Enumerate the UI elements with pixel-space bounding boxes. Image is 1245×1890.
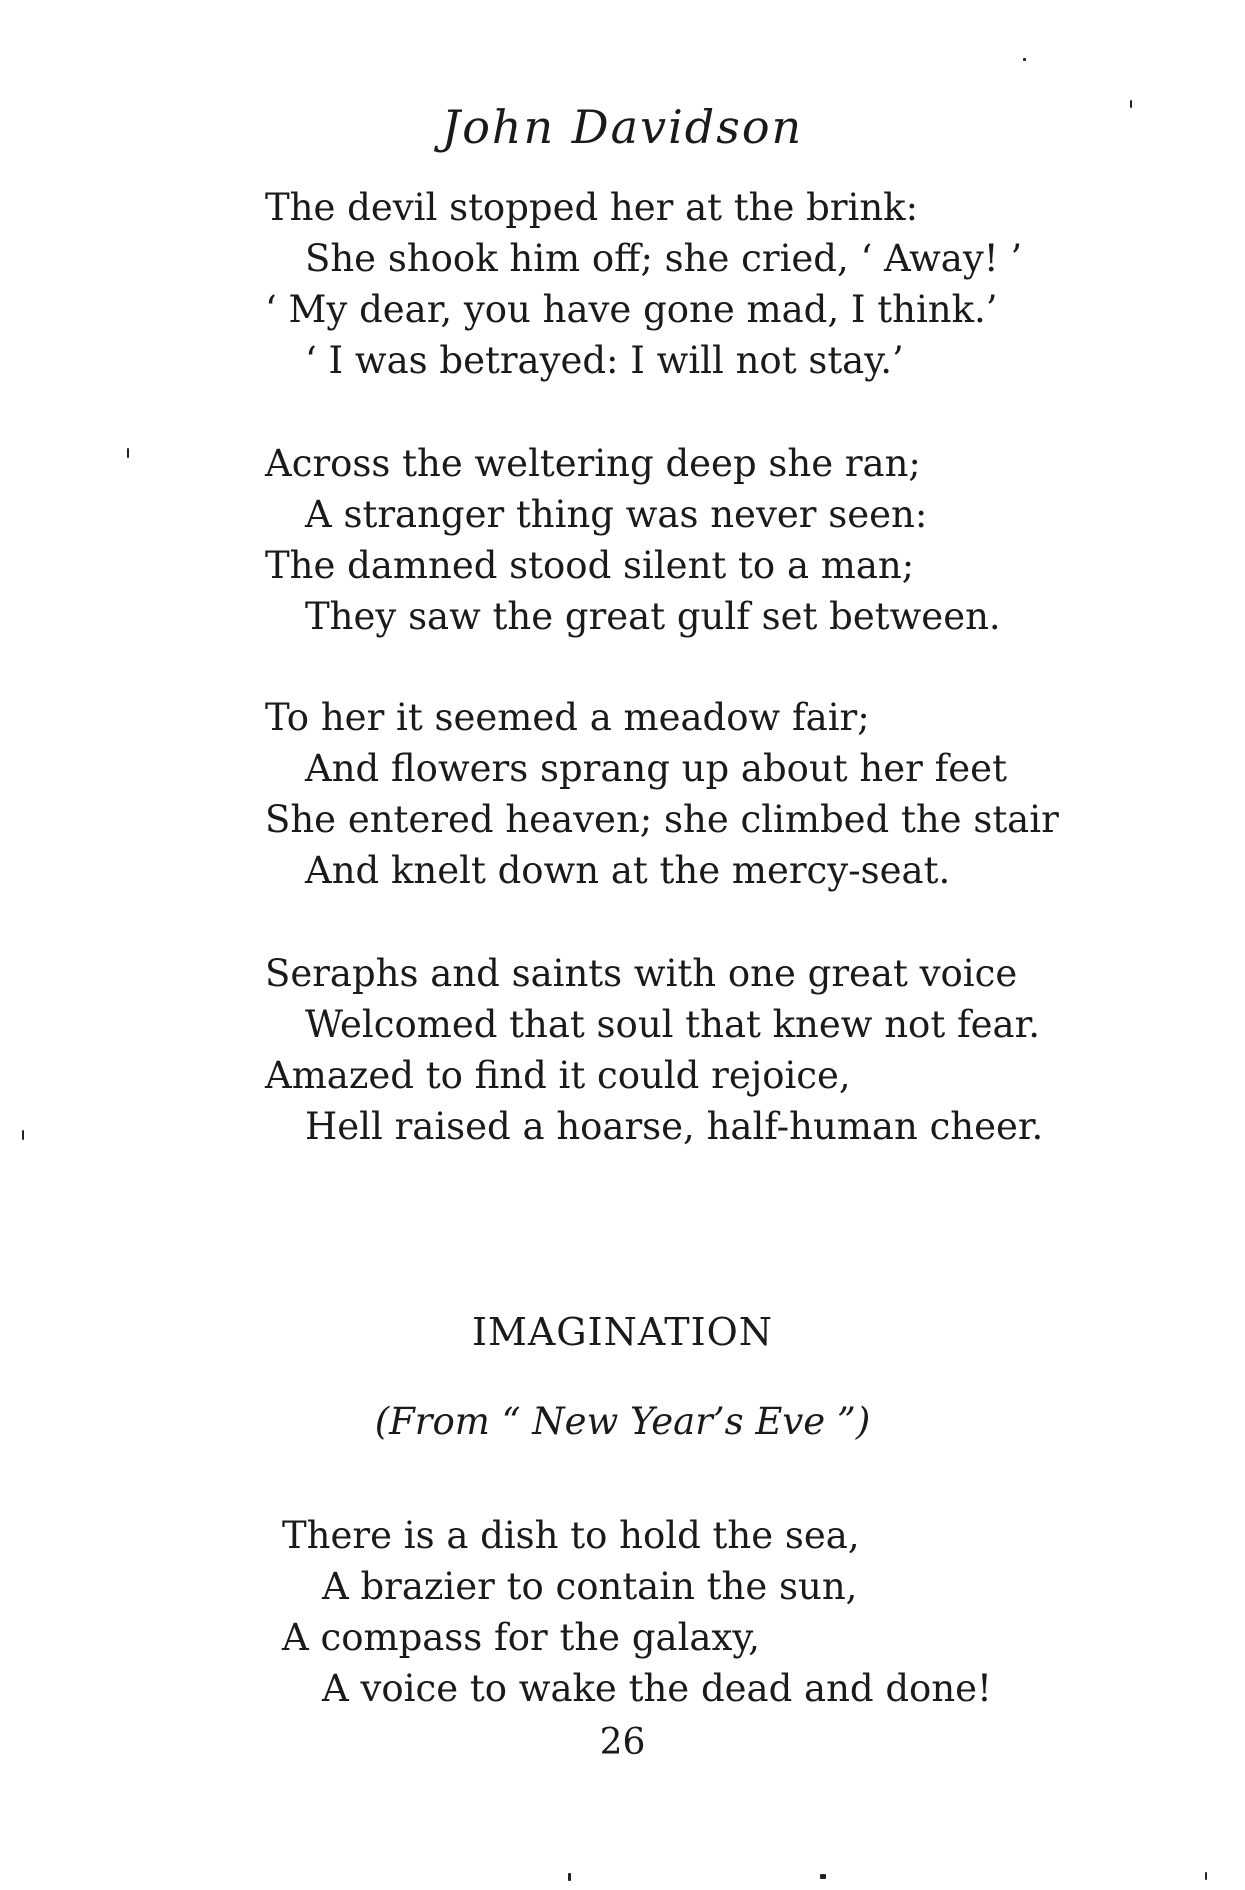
poem-source: (From “ New Year’s Eve ”) xyxy=(374,1400,871,1443)
verse-line: And knelt down at the mercy-seat. xyxy=(305,849,951,892)
verse-line: A brazier to contain the sun, xyxy=(322,1565,858,1608)
scan-speck xyxy=(820,1874,826,1879)
stanza-2 xyxy=(265,438,1001,642)
stanza-1 xyxy=(265,182,1022,386)
verse-line: The devil stopped her at the brink: xyxy=(265,186,919,229)
verse-line: There is a dish to hold the sea, xyxy=(282,1514,860,1557)
verse-line: A stranger thing was never seen: xyxy=(305,493,928,536)
verse-line: They saw the great gulf set between. xyxy=(305,595,1001,638)
imagination-stanza-1 xyxy=(282,1510,992,1714)
scan-speck xyxy=(1023,58,1026,61)
verse-line: ‘ I was betrayed: I will not stay.’ xyxy=(305,339,904,382)
verse-line: A compass for the galaxy, xyxy=(282,1616,761,1659)
verse-line: Across the weltering deep she ran; xyxy=(265,442,921,485)
stanza-4 xyxy=(265,948,1043,1152)
verse-line: A voice to wake the dead and done! xyxy=(322,1667,992,1710)
verse-line: Welcomed that soul that knew not fear. xyxy=(305,1003,1040,1046)
scan-speck xyxy=(568,1873,571,1881)
scan-speck xyxy=(127,448,129,458)
stanza-3 xyxy=(265,692,1059,896)
verse-line: Hell raised a hoarse, half-human cheer. xyxy=(305,1105,1044,1148)
running-head: John Davidson xyxy=(441,100,804,154)
scan-speck xyxy=(1205,1872,1207,1880)
poem-title: IMAGINATION xyxy=(471,1310,774,1354)
verse-line: To her it seemed a meadow fair; xyxy=(265,696,870,739)
verse-line: Seraphs and saints with one great voice xyxy=(265,952,1018,995)
page-number: 26 xyxy=(599,1722,646,1763)
verse-line: She entered heaven; she climbed the stair xyxy=(265,798,1059,841)
verse-line: She shook him off; she cried, ‘ Away! ’ xyxy=(305,237,1023,280)
verse-line: And flowers sprang up about her feet xyxy=(305,747,1007,790)
scan-speck xyxy=(1130,100,1132,108)
verse-line: ‘ My dear, you have gone mad, I think.’ xyxy=(265,288,998,331)
scan-speck xyxy=(22,1130,24,1140)
verse-line: The damned stood silent to a man; xyxy=(265,544,915,587)
verse-line: Amazed to find it could rejoice, xyxy=(265,1054,851,1097)
